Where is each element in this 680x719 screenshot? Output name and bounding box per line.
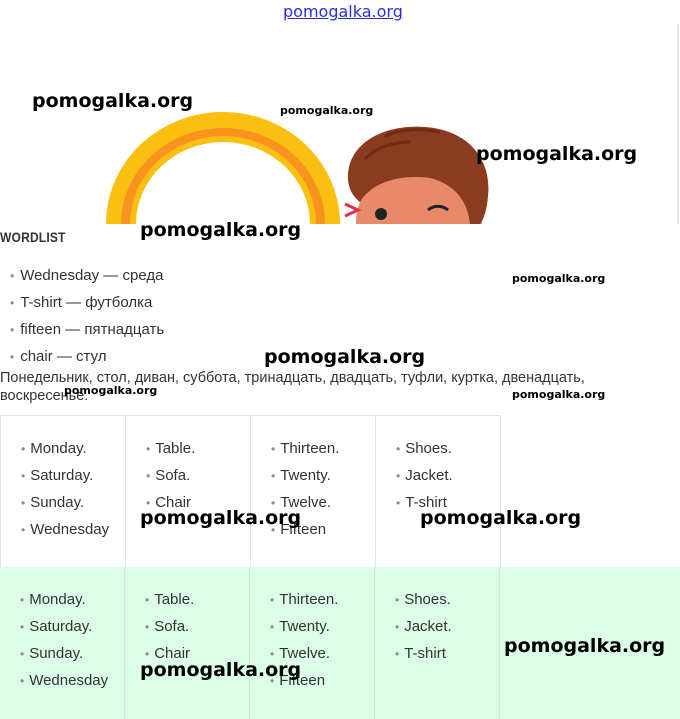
table-cell — [1, 416, 126, 568]
wordlist-title: WORDLIST — [0, 229, 66, 245]
answer-table-row — [0, 415, 501, 567]
list-item: • Sofa. — [145, 613, 194, 640]
list-item: • Monday. — [21, 435, 109, 462]
table-cell — [251, 416, 376, 568]
table-cell — [376, 416, 501, 568]
watermark: pomogalka.org — [140, 659, 302, 681]
list-item: • Twenty. — [271, 462, 339, 489]
list-item: • Sofa. — [146, 462, 195, 489]
list-item: • Thirteen. — [270, 586, 338, 613]
watermark: pomogalka.org — [280, 104, 374, 117]
list-item: • Fifteen — [270, 667, 338, 694]
table-cell — [0, 567, 125, 719]
divider — [677, 24, 679, 224]
list-item: • Twelve. — [270, 640, 338, 667]
table-cell — [250, 567, 375, 719]
list-item: • T-shirt — [395, 640, 452, 667]
list-item: • T-shirt — [396, 489, 453, 516]
watermark: pomogalka.org — [504, 635, 666, 657]
watermark: pomogalka.org — [140, 219, 302, 241]
watermark: pomogalka.org — [512, 272, 606, 285]
list-item: • Sunday. — [20, 640, 108, 667]
list-item: • Wednesday — [20, 667, 108, 694]
list-item: • Monday. — [20, 586, 108, 613]
list-item: • Saturday. — [21, 462, 109, 489]
list-item: • Wednesday — среда — [10, 262, 164, 289]
list-item: • Jacket. — [396, 462, 453, 489]
table-cell — [126, 416, 251, 568]
list-item: • Table. — [145, 586, 194, 613]
watermark: pomogalka.org — [264, 346, 426, 368]
list-item: • Chair — [146, 489, 195, 516]
illustration-rainbow-boy — [0, 24, 680, 224]
list-item: • Jacket. — [395, 613, 452, 640]
list-item: • Wednesday — [21, 516, 109, 543]
boy-eye-icon — [375, 208, 387, 220]
list-item: • Thirteen. — [271, 435, 339, 462]
list-item: • Shoes. — [396, 435, 453, 462]
list-item: • Sunday. — [21, 489, 109, 516]
watermark: pomogalka.org — [64, 384, 158, 397]
list-item: • Saturday. — [20, 613, 108, 640]
watermark: pomogalka.org — [420, 507, 582, 529]
list-item: • Twenty. — [270, 613, 338, 640]
list-item: • Shoes. — [395, 586, 452, 613]
watermark: pomogalka.org — [32, 90, 194, 112]
watermark: pomogalka.org — [476, 143, 638, 165]
list-item: • fifteen — пятнадцать — [10, 316, 164, 343]
list-item: • chair — стул — [10, 343, 164, 370]
wordlist — [10, 262, 164, 370]
list-item: • Twelve. — [271, 489, 339, 516]
list-item: • T-shirt — футболка — [10, 289, 164, 316]
watermark: pomogalka.org — [512, 388, 606, 401]
list-item: • Fifteen — [271, 516, 339, 543]
table-cell — [375, 567, 500, 719]
task-text: Понедельник, стол, диван, суббота, тринадцать, двадцать, туфли, куртка, двенадцать, воскресенье. — [0, 370, 585, 404]
list-item: • Chair — [145, 640, 194, 667]
list-item: • Table. — [146, 435, 195, 462]
watermark-top[interactable]: pomogalka.org — [283, 2, 403, 21]
table-cell — [125, 567, 250, 719]
watermark: pomogalka.org — [140, 507, 302, 529]
